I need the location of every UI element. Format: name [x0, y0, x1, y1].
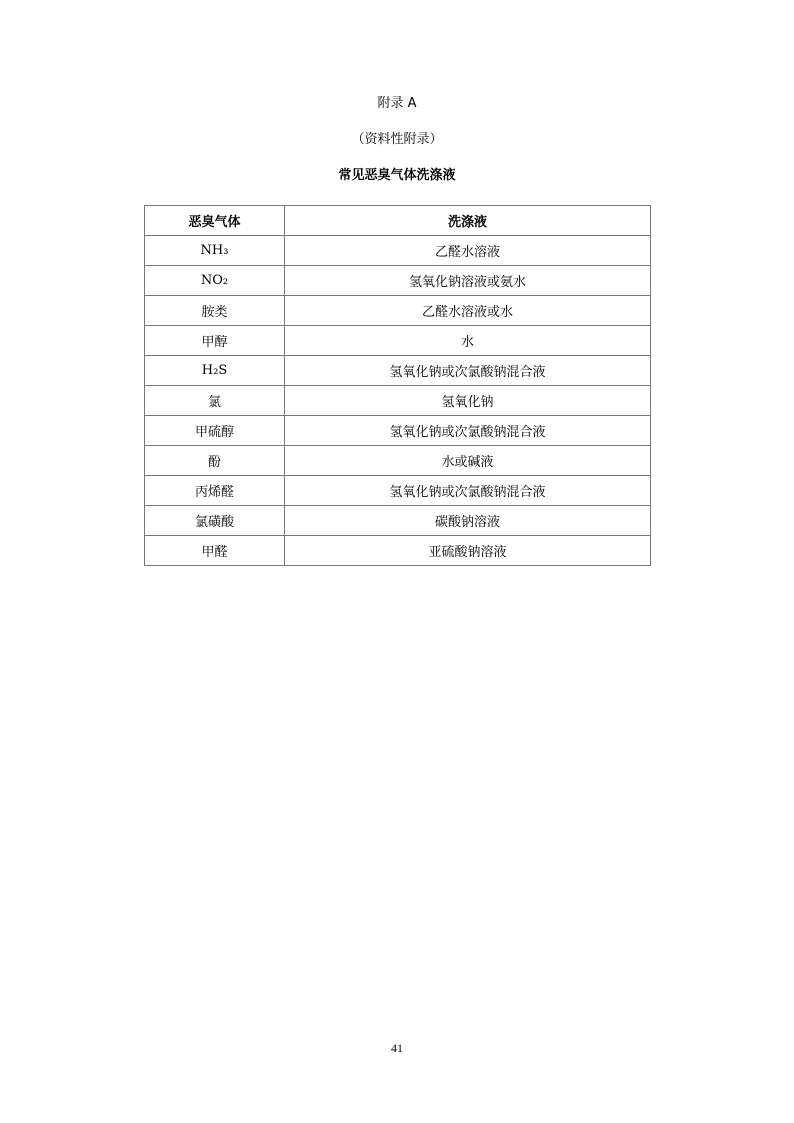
scrubbing-liquid-cell: 亚硫酸钠溶液 [285, 536, 651, 566]
gas-cell: H₂S [145, 356, 285, 386]
table-row [145, 536, 651, 566]
appendix-title: 附录 A [377, 96, 417, 111]
gas-cell: NH₃ [145, 236, 285, 266]
table-row [145, 356, 651, 386]
scrubbing-liquid-cell: 乙醛水溶液 [285, 236, 651, 266]
scrubbing-liquid-cell: 水或碱液 [285, 446, 651, 476]
table-header-row [145, 206, 651, 236]
table-row [145, 476, 651, 506]
gas-cell: 甲硫醇 [145, 416, 285, 446]
table-row [145, 266, 651, 296]
column-header-scrubbing-liquid: 洗涤液 [285, 206, 651, 236]
column-header-gas: 恶臭气体 [145, 206, 285, 236]
gas-cell: 甲醇 [145, 326, 285, 356]
appendix-type: （资料性附录） [351, 132, 443, 147]
scrubbing-liquid-cell: 氢氧化钠或次氯酸钠混合液 [285, 416, 651, 446]
scrubbing-liquid-cell: 乙醛水溶液或水 [285, 296, 651, 326]
gas-cell: 丙烯醛 [145, 476, 285, 506]
scrubbing-liquid-cell: 氢氧化钠或次氯酸钠混合液 [285, 476, 651, 506]
table-row [145, 236, 651, 266]
table-row [145, 446, 651, 476]
scrubbing-liquid-cell: 氢氧化钠溶液或氨水 [285, 266, 651, 296]
gas-cell: 氯 [145, 386, 285, 416]
table-row [145, 296, 651, 326]
scrubbing-liquid-cell: 氢氧化钠 [285, 386, 651, 416]
gas-cell: 甲醛 [145, 536, 285, 566]
gas-cell: NO₂ [145, 266, 285, 296]
page-number: 41 [391, 1041, 403, 1055]
gas-scrubbing-table [144, 205, 651, 566]
scrubbing-liquid-cell: 水 [285, 326, 651, 356]
scrubbing-liquid-cell: 氢氧化钠或次氯酸钠混合液 [285, 356, 651, 386]
table-row [145, 416, 651, 446]
table-row [145, 386, 651, 416]
table-row [145, 326, 651, 356]
table-caption: 常见恶臭气体洗涤液 [338, 168, 456, 183]
gas-cell: 胺类 [145, 296, 285, 326]
gas-cell: 氯磺酸 [145, 506, 285, 536]
table-row [145, 506, 651, 536]
gas-cell: 酚 [145, 446, 285, 476]
scrubbing-liquid-cell: 碳酸钠溶液 [285, 506, 651, 536]
